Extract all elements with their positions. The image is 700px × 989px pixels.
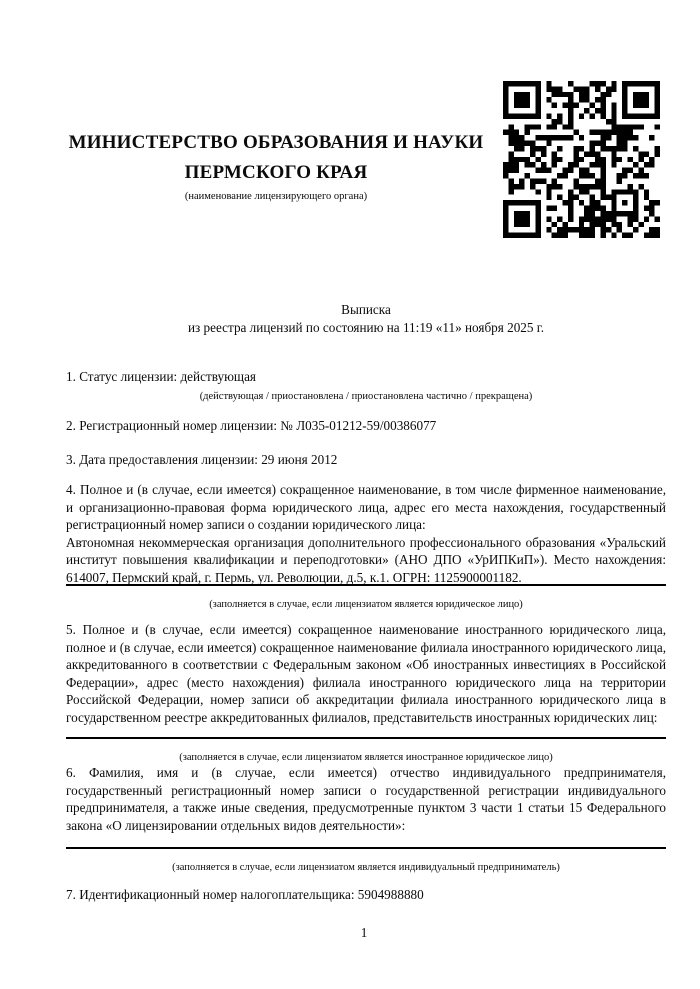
- authority-name-caption: (наименование лицензирующего органа): [184, 191, 368, 202]
- authority-name-line1: МИНИСТЕРСТВО ОБРАЗОВАНИЯ И НАУКИ: [68, 132, 484, 153]
- entrepreneur-question: 6. Фамилия, имя и (в случае, если имеется) отчество индивидуального предпринимателя, государственный регистрационный номер записи о государственной регистрации индивидуального предпринимателя, а также иные сведения, предусмотренные пунктом 3 части 1 статьи 15 Федерального закона «О лицензировании отдельных видов деятельности»:: [66, 765, 666, 833]
- document-title: [66, 301, 666, 336]
- fill-in-rule-foreign-entity: [66, 737, 666, 739]
- legal-entity-answer: Автономная некоммерческая организация дополнительного профессионального образования «Уральский институт повышения квалификации и переподготовки» (АНО ДПО «УрИПКиП»). Место нахождения: 614007, Пермский край, г. Пермь, ул. Революции, д.5, к.1. ОГРН: 1125900001182.: [66, 534, 666, 585]
- legal-entity-question: 4. Полное и (в случае, если имеется) сокращенное наименование, в том числе фирменное наименование, и организационно-правовая форма юридического лица, адрес его места нахождения, государственный регистрационный номер записи о создании юридического лица:: [66, 482, 666, 532]
- fill-in-rule-legal-entity: [66, 584, 666, 586]
- entrepreneur-section: [66, 764, 666, 834]
- entrepreneur-caption: (заполняется в случае, если лицензиатом является индивидуальный предприниматель): [172, 862, 560, 873]
- taxpayer-id: 7. Идентификационный номер налогоплательщика: 5904988880: [66, 887, 424, 902]
- issuing-authority-name: [66, 128, 486, 188]
- foreign-entity-question: 5. Полное и (в случае, если имеется) сокращенное наименование иностранного юридического лица, полное и (в случае, если имеется) сокращенное наименование филиала иностранного юридического лица, аккредитованного в соответствии с Федеральным законом «Об иностранных инвестициях в Российской Федерации», адрес (место нахождения) филиала иностранного юридического лица на территории Российской Федерации, номер записи об аккредитации филиала иностранного юридического лица в государственном реестре аккредитованных филиалов, представительств иностранных юридических лиц:: [66, 622, 666, 725]
- fill-in-rule-entrepreneur: [66, 847, 666, 849]
- license-status-caption: (действующая / приостановлена / приостановлена частично / прекращена): [199, 391, 533, 402]
- issuing-authority-header: [66, 128, 486, 203]
- foreign-entity-section: [66, 621, 666, 726]
- document-title-line2: из реестра лицензий по состоянию на 11:19 «11» ноября 2025 г.: [187, 319, 545, 335]
- legal-entity-caption: (заполняется в случае, если лицензиатом является юридическое лицо): [209, 599, 523, 610]
- foreign-entity-caption: (заполняется в случае, если лицензиатом является иностранное юридическое лицо): [179, 752, 553, 763]
- page-number: 1: [360, 925, 368, 940]
- document-title-line1: Выписка: [341, 302, 391, 317]
- authority-name-line2: ПЕРМСКОГО КРАЯ: [184, 162, 368, 183]
- license-grant-date: 3. Дата предоставления лицензии: 29 июня 2012: [66, 452, 338, 467]
- qr-code-icon: [503, 81, 660, 238]
- registration-number: 2. Регистрационный номер лицензии: № Л035-01212-59/00386077: [66, 418, 437, 433]
- legal-entity-section: [66, 481, 666, 586]
- license-status: 1. Статус лицензии: действующая: [66, 369, 257, 384]
